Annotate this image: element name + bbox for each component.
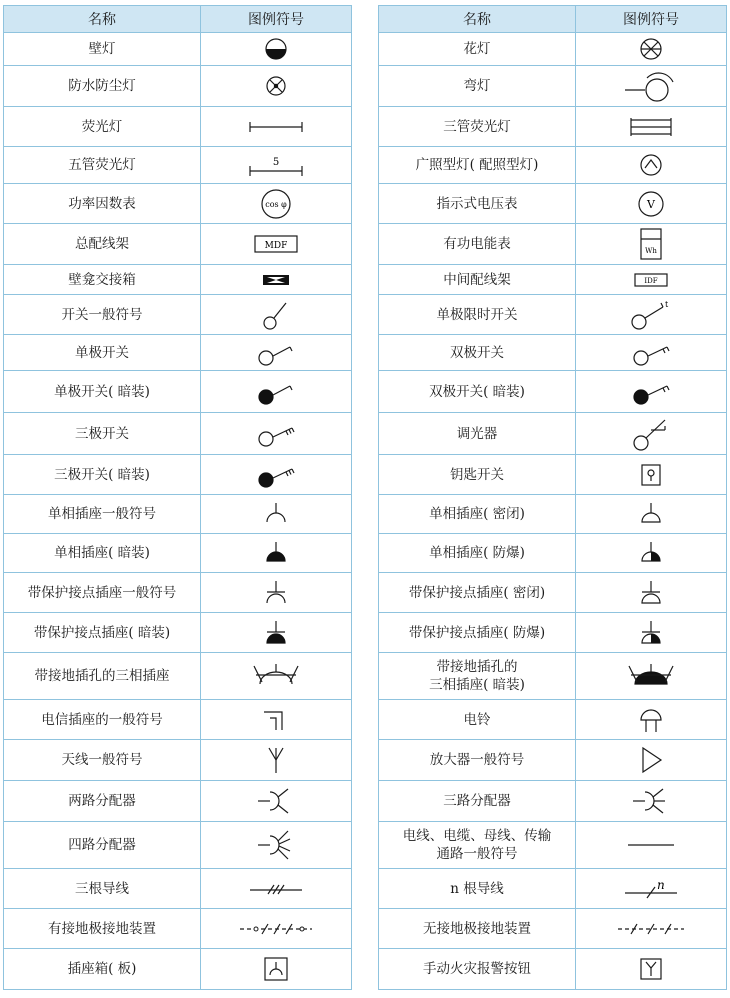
table-row <box>379 909 726 949</box>
chandelier-icon <box>576 33 726 65</box>
mdf-frame-icon <box>201 224 351 264</box>
table-row <box>4 822 351 869</box>
three-pole-switch-concealed-icon <box>201 455 351 494</box>
symbol-name: 荧光灯 <box>4 107 201 146</box>
socket-explosion-proof-icon <box>576 534 726 572</box>
four-way-splitter-icon <box>201 822 351 868</box>
table-row <box>4 949 351 989</box>
telecom-socket-icon <box>201 700 351 739</box>
symbol-name: 四路分配器 <box>4 822 201 868</box>
single-pole-switch-icon <box>201 335 351 370</box>
symbol-name: 电线、电缆、母线、传输 通路一般符号 <box>379 822 576 868</box>
three-wires-icon <box>201 869 351 908</box>
three-tube-fluorescent-icon <box>576 107 726 146</box>
table-row <box>4 295 351 335</box>
protected-socket-sealed-icon <box>576 573 726 612</box>
symbol-name: 壁灯 <box>4 33 201 65</box>
wide-beam-lamp-icon <box>576 147 726 183</box>
symbol-name: 电信插座的一般符号 <box>4 700 201 739</box>
symbol-label: Wh <box>645 247 657 255</box>
symbol-name: 指示式电压表 <box>379 184 576 223</box>
table-row <box>4 613 351 653</box>
symbol-name: 中间配线架 <box>379 265 576 294</box>
table-row <box>379 224 726 265</box>
symbol-name: 插座箱( 板) <box>4 949 201 989</box>
socket-concealed-icon <box>201 534 351 572</box>
table-body <box>379 33 726 989</box>
table-row <box>379 740 726 781</box>
table-body <box>4 33 351 989</box>
symbol-name: 花灯 <box>379 33 576 65</box>
symbol-name: 防水防尘灯 <box>4 66 201 106</box>
table-row <box>379 949 726 989</box>
symbol-name: 单相插座( 防爆) <box>379 534 576 572</box>
symbol-name: 单极开关 <box>4 335 201 370</box>
symbol-label: IDF <box>644 276 658 285</box>
symbol-name: 开关一般符号 <box>4 295 201 334</box>
symbol-name: 两路分配器 <box>4 781 201 821</box>
niche-junction-box-icon <box>201 265 351 294</box>
symbol-label: t <box>665 299 669 309</box>
table-row <box>4 33 351 66</box>
symbol-name: 广照型灯( 配照型灯) <box>379 147 576 183</box>
symbol-name: n 根导线 <box>379 869 576 908</box>
three-pole-switch-icon <box>201 413 351 454</box>
table-row <box>379 653 726 700</box>
table-row <box>379 613 726 653</box>
symbol-name: 电铃 <box>379 700 576 739</box>
table-row <box>379 573 726 613</box>
table-row <box>4 781 351 822</box>
symbol-name: 单相插座( 暗装) <box>4 534 201 572</box>
socket-sealed-icon <box>576 495 726 533</box>
voltmeter-icon <box>576 184 726 223</box>
symbol-name: 手动火灾报警按钮 <box>379 949 576 989</box>
protected-socket-concealed-icon <box>201 613 351 652</box>
symbol-label: n <box>657 877 665 892</box>
socket-box-icon <box>201 949 351 989</box>
table-row <box>4 909 351 949</box>
five-tube-fluorescent-icon <box>201 147 351 183</box>
symbol-name: 三管荧光灯 <box>379 107 576 146</box>
idf-frame-icon <box>576 265 726 294</box>
power-factor-meter-icon <box>201 184 351 223</box>
switch-general-icon <box>201 295 351 334</box>
table-row <box>4 184 351 224</box>
header-name: 名称 <box>4 6 201 32</box>
symbol-name: 五管荧光灯 <box>4 147 201 183</box>
symbol-name: 三极开关( 暗装) <box>4 455 201 494</box>
symbol-name: 总配线架 <box>4 224 201 264</box>
table-row <box>379 371 726 413</box>
header-symbol: 图例符号 <box>623 12 679 28</box>
three-phase-socket-icon <box>201 653 351 699</box>
symbol-name: 有功电能表 <box>379 224 576 264</box>
table-row <box>4 413 351 455</box>
table-row <box>4 371 351 413</box>
table-row <box>379 495 726 534</box>
table-row <box>4 653 351 700</box>
symbol-name: 三极开关 <box>4 413 201 454</box>
three-way-splitter-icon <box>576 781 726 821</box>
table-row <box>379 184 726 224</box>
table-header <box>4 6 351 33</box>
table-row <box>4 534 351 573</box>
two-way-splitter-icon <box>201 781 351 821</box>
key-switch-icon <box>576 455 726 494</box>
table-row <box>379 265 726 295</box>
symbol-name: 双极开关 <box>379 335 576 370</box>
table-row <box>4 335 351 371</box>
symbol-name: 弯灯 <box>379 66 576 106</box>
symbol-name: 带保护接点插座( 防爆) <box>379 613 576 652</box>
table-row <box>379 700 726 740</box>
energy-meter-icon <box>576 224 726 264</box>
n-wires-icon <box>576 869 726 908</box>
table-row <box>4 869 351 909</box>
table-row <box>379 66 726 107</box>
symbol-label: V <box>647 197 655 211</box>
table-row <box>4 147 351 184</box>
socket-general-icon <box>201 495 351 533</box>
three-phase-socket-concealed-icon <box>576 653 726 699</box>
header-symbol: 图例符号 <box>248 12 304 28</box>
symbol-label: 5 <box>272 157 280 168</box>
symbol-label: MDF <box>264 241 288 251</box>
transmission-line-icon <box>576 822 726 868</box>
table-row <box>4 224 351 265</box>
symbol-name: 带保护接点插座一般符号 <box>4 573 201 612</box>
table-row <box>379 822 726 869</box>
symbol-name: 功率因数表 <box>4 184 201 223</box>
symbol-name: 带保护接点插座( 密闭) <box>379 573 576 612</box>
table-row <box>379 413 726 455</box>
table-row <box>379 455 726 495</box>
symbol-table-left <box>3 5 352 990</box>
protected-socket-icon <box>201 573 351 612</box>
protected-socket-explosion-proof-icon <box>576 613 726 652</box>
symbol-table-right <box>378 5 727 990</box>
waterproof-lamp-icon <box>201 66 351 106</box>
symbol-name: 带接地插孔的三相插座 <box>4 653 201 699</box>
amplifier-icon <box>576 740 726 780</box>
electric-bell-icon <box>576 700 726 739</box>
symbol-name: 单极开关( 暗装) <box>4 371 201 412</box>
symbol-name: 单极限时开关 <box>379 295 576 334</box>
symbol-name: 天线一般符号 <box>4 740 201 780</box>
table-row <box>379 147 726 184</box>
fluorescent-lamp-icon <box>201 107 351 146</box>
wall-lamp-icon <box>201 33 351 65</box>
symbol-name: 带保护接点插座( 暗装) <box>4 613 201 652</box>
single-pole-switch-concealed-icon <box>201 371 351 412</box>
symbol-name: 壁龛交接箱 <box>4 265 201 294</box>
table-row <box>379 869 726 909</box>
double-pole-switch-concealed-icon <box>576 371 726 412</box>
symbol-name: 放大器一般符号 <box>379 740 576 780</box>
double-pole-switch-icon <box>576 335 726 370</box>
fire-alarm-button-icon <box>576 949 726 989</box>
timer-switch-icon <box>576 295 726 334</box>
table-row <box>4 700 351 740</box>
table-row <box>4 495 351 534</box>
symbol-name: 有接地极接地装置 <box>4 909 201 948</box>
table-row <box>379 534 726 573</box>
header-name: 名称 <box>379 6 576 32</box>
symbol-name: 双极开关( 暗装) <box>379 371 576 412</box>
symbol-name: 三根导线 <box>4 869 201 908</box>
table-row <box>379 107 726 147</box>
symbol-name: 无接地极接地装置 <box>379 909 576 948</box>
table-row <box>4 107 351 147</box>
table-row <box>4 740 351 781</box>
table-header <box>379 6 726 33</box>
grounding-without-electrode-icon <box>576 909 726 948</box>
symbol-name: 调光器 <box>379 413 576 454</box>
table-row <box>379 781 726 822</box>
table-row <box>4 455 351 495</box>
table-row <box>379 295 726 335</box>
bent-lamp-icon <box>576 66 726 106</box>
table-row <box>4 573 351 613</box>
table-row <box>379 335 726 371</box>
symbol-name: 单相插座一般符号 <box>4 495 201 533</box>
dimmer-icon <box>576 413 726 454</box>
table-row <box>4 265 351 295</box>
symbol-name: 钥匙开关 <box>379 455 576 494</box>
symbol-label: cos φ <box>265 199 287 209</box>
table-row <box>379 33 726 66</box>
table-row <box>4 66 351 107</box>
grounding-with-electrode-icon <box>201 909 351 948</box>
symbol-name: 带接地插孔的 三相插座( 暗装) <box>379 653 576 699</box>
symbol-name: 三路分配器 <box>379 781 576 821</box>
symbol-name: 单相插座( 密闭) <box>379 495 576 533</box>
antenna-icon <box>201 740 351 780</box>
